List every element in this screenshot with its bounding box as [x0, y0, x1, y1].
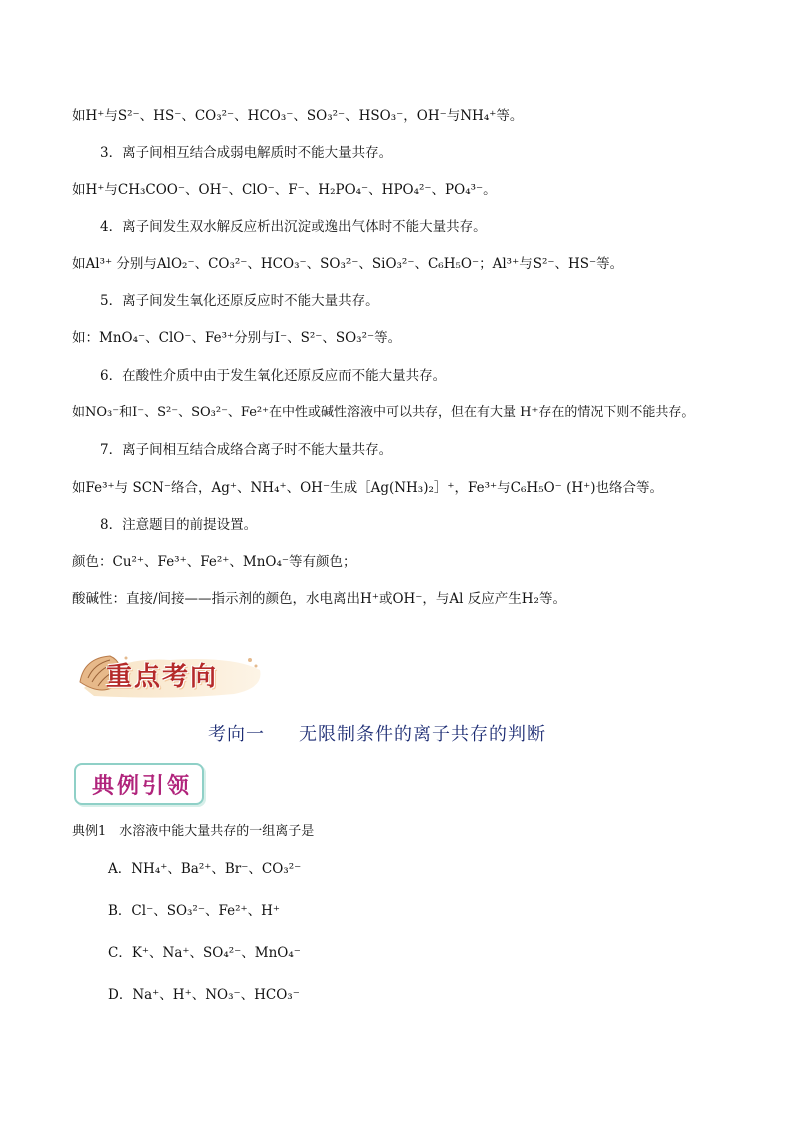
content-line: 7．离子间相互结合成络合离子时不能大量共存。 — [100, 442, 393, 458]
content-line: 3．离子间相互结合成弱电解质时不能大量共存。 — [100, 145, 393, 161]
content-line: 如Fe³⁺与 SCN⁻络合，Ag⁺、NH₄⁺、OH⁻生成［Ag(NH₃)₂］⁺，Fe³⁺与C₆H₅O⁻ (H⁺)也络合等。 — [72, 480, 664, 496]
content-line: 如NO₃⁻和I⁻、S²⁻、SO₃²⁻、Fe²⁺在中性或碱性溶液中可以共存，但在有大量 H⁺存在的情况下则不能共存。 — [72, 405, 695, 420]
content-line: 酸碱性：直接/间接——指示剂的颜色，水电离出H⁺或OH⁻，与Al 反应产生H₂等。 — [72, 591, 566, 607]
content-line: 如H⁺与S²⁻、HS⁻、CO₃²⁻、HCO₃⁻、SO₃²⁻、HSO₃⁻，OH⁻与NH₄⁺等。 — [72, 108, 524, 124]
section-banner-title: 重点考向 — [106, 662, 219, 692]
content-line: 4．离子间发生双水解反应析出沉淀或逸出气体时不能大量共存。 — [100, 219, 487, 235]
option-b: B．Cl⁻、SO₃²⁻、Fe²⁺、H⁺ — [108, 903, 281, 919]
content-line: 如：MnO₄⁻、ClO⁻、Fe³⁺分别与I⁻、S²⁻、SO₃²⁻等。 — [72, 330, 402, 346]
content-line: 8．注意题目的前提设置。 — [100, 517, 258, 533]
example-box-title: 典例引领 — [92, 773, 193, 799]
content-line: 5．离子间发生氧化还原反应时不能大量共存。 — [100, 293, 379, 309]
content-line: 如H⁺与CH₃COO⁻、OH⁻、ClO⁻、F⁻、H₂PO₄⁻、HPO₄²⁻、PO₄³⁻。 — [72, 182, 497, 198]
option-c: C．K⁺、Na⁺、SO₄²⁻、MnO₄⁻ — [108, 945, 301, 961]
content-line: 6．在酸性介质中由于发生氧化还原反应而不能大量共存。 — [100, 368, 447, 384]
section-prefix: 考向一 — [208, 724, 265, 745]
section-title — [208, 720, 546, 746]
content-line: 颜色：Cu²⁺、Fe³⁺、Fe²⁺、MnO₄⁻等有颜色； — [72, 554, 357, 570]
example-stem: 典例1 水溶液中能大量共存的一组离子是 — [72, 824, 315, 839]
section-title-text: 无限制条件的离子共存的判断 — [299, 724, 546, 745]
content-line: 如Al³⁺ 分别与AlO₂⁻、CO₃²⁻、HCO₃⁻、SO₃²⁻、SiO₃²⁻、C₆H₅O⁻；Al³⁺与S²⁻、HS⁻等。 — [72, 256, 624, 272]
option-d: D．Na⁺、H⁺、NO₃⁻、HCO₃⁻ — [108, 987, 300, 1003]
option-a: A．NH₄⁺、Ba²⁺、Br⁻、CO₃²⁻ — [108, 861, 302, 877]
